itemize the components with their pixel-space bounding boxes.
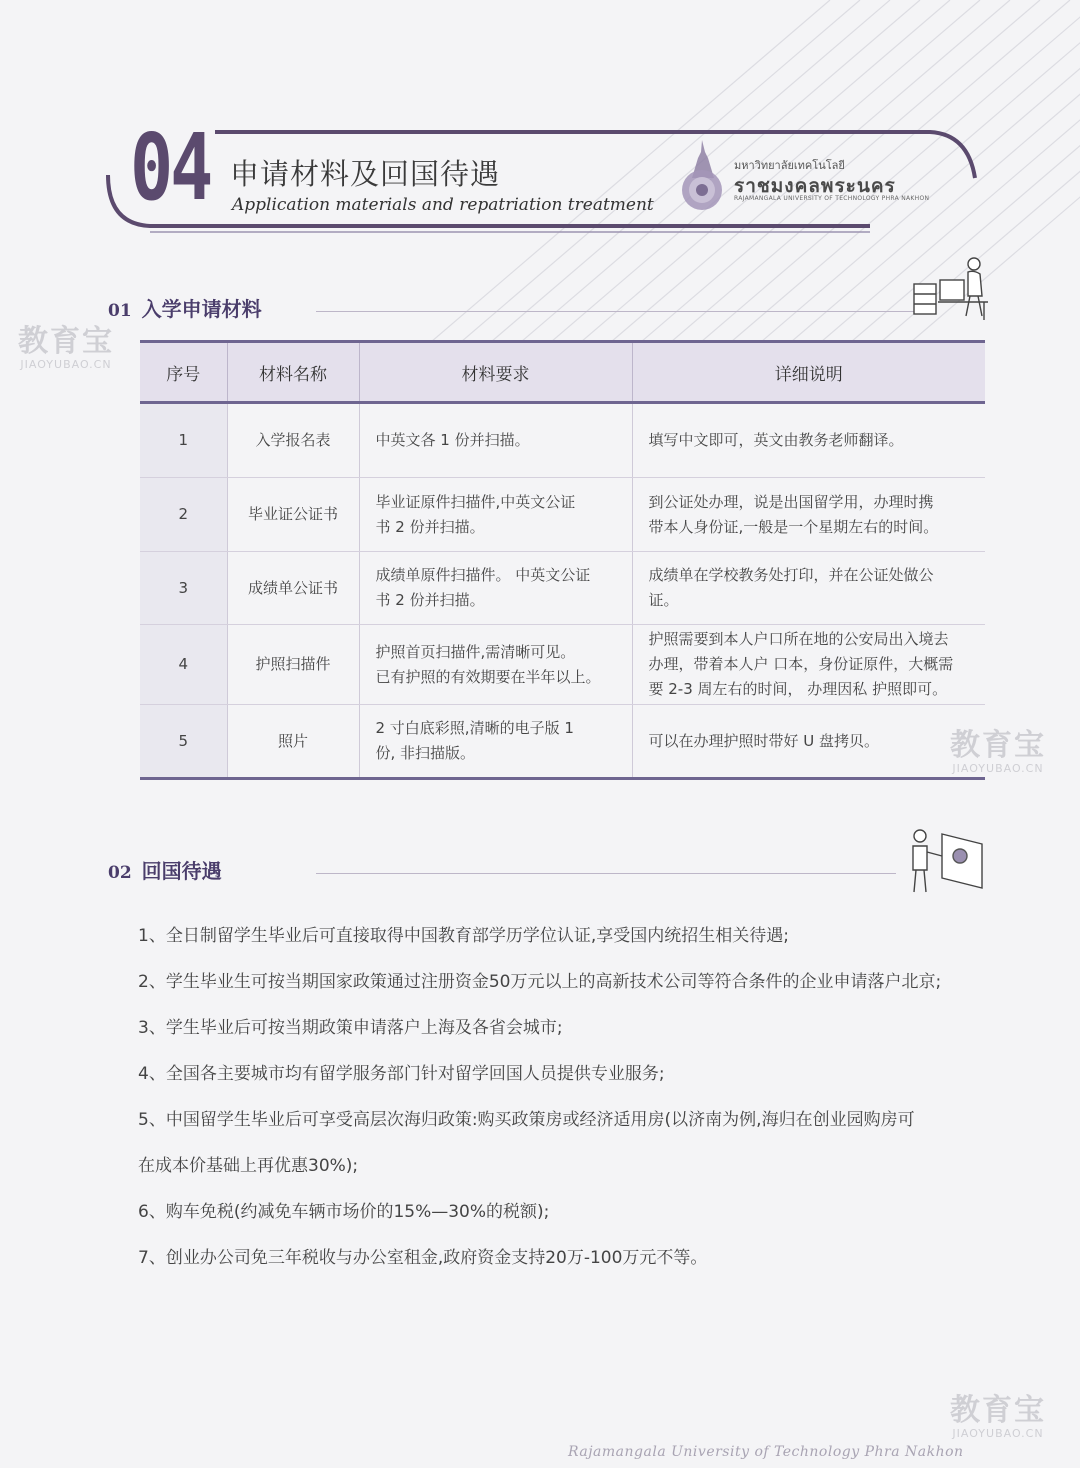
benefits-list <box>138 913 998 1281</box>
section2-divider <box>316 873 896 874</box>
row-number: 1 <box>140 403 227 478</box>
list-item: 2、学生毕业生可按当期国家政策通过注册资金50万元以上的高新技术公司等符合条件的企业申请落户北京; <box>138 972 942 992</box>
list-item: 7、创业办公司免三年税收与办公室租金,政府资金支持20万-100万元不等。 <box>138 1248 708 1268</box>
presenter-screen-icon <box>896 826 988 894</box>
material-detail: 成绩单在学校教务处打印，并在公证处做公 证。 <box>632 552 985 625</box>
column-header: 序号 <box>140 342 227 403</box>
section2-title <box>108 855 222 884</box>
table-header-row <box>140 342 985 403</box>
watermark-right-middle: 教育宝 JIAOYUBAO.CN <box>950 728 1046 775</box>
material-name: 照片 <box>227 705 359 779</box>
section2-number: 02 <box>108 863 132 883</box>
list-item: 在成本价基础上再优惠30%); <box>138 1156 359 1176</box>
materials-table <box>140 340 985 780</box>
list-item: 3、学生毕业后可按当期政策申请落户上海及各省会城市; <box>138 1018 563 1038</box>
material-requirement: 中英文各 1 份并扫描。 <box>359 403 632 478</box>
table-row <box>140 552 985 625</box>
section1-title <box>108 293 262 322</box>
table-row <box>140 403 985 478</box>
material-detail: 可以在办理护照时带好 U 盘拷贝。 <box>632 705 985 779</box>
material-requirement: 毕业证原件扫描件,中英文公证 书 2 份并扫描。 <box>359 478 632 552</box>
list-item: 4、全国各主要城市均有留学服务部门针对留学回国人员提供专业服务; <box>138 1064 665 1084</box>
logo-english-name: RAJAMANGALA UNIVERSITY OF TECHNOLOGY PHRA NAKHON <box>734 195 930 202</box>
row-number: 2 <box>140 478 227 552</box>
list-item: 1、全日制留学生毕业后可直接取得中国教育部学历学位认证,享受国内统招生相关待遇; <box>138 926 789 946</box>
material-requirement: 2 寸白底彩照,清晰的电子版 1 份, 非扫描版。 <box>359 705 632 779</box>
section-number: 04 <box>130 114 211 221</box>
footer-university-name: Rajamangala University of Technology Phra Nakhon <box>568 1444 964 1460</box>
material-name: 入学报名表 <box>227 403 359 478</box>
list-item: 5、中国留学生毕业后可享受高层次海归政策:购买政策房或经济适用房(以济南为例,海归在创业园购房可 <box>138 1110 915 1130</box>
material-name: 护照扫描件 <box>227 625 359 705</box>
watermark-bottom-right: 教育宝 JIAOYUBAO.CN <box>950 1393 1046 1440</box>
material-detail: 到公证处办理，说是出国留学用，办理时携 带本人身份证,一般是一个星期左右的时间。 <box>632 478 985 552</box>
table-row <box>140 478 985 552</box>
column-header: 材料要求 <box>359 342 632 403</box>
office-worker-desk-icon <box>910 250 990 322</box>
section1-number: 01 <box>108 301 132 321</box>
university-emblem-icon <box>678 138 726 212</box>
material-requirement: 成绩单原件扫描件。 中英文公证 书 2 份并扫描。 <box>359 552 632 625</box>
material-requirement: 护照首页扫描件,需清晰可见。 已有护照的有效期要在半年以上。 <box>359 625 632 705</box>
logo-thai-name: ราชมงคลพระนคร <box>734 175 896 197</box>
row-number: 3 <box>140 552 227 625</box>
page-subtitle: Application materials and repatriation treatment <box>232 195 654 215</box>
material-name: 毕业证公证书 <box>227 478 359 552</box>
column-header: 详细说明 <box>632 342 985 403</box>
section1-label: 入学申请材料 <box>141 297 262 321</box>
material-detail: 填写中文即可，英文由教务老师翻译。 <box>632 403 985 478</box>
table-row <box>140 625 985 705</box>
logo-thai-subtitle: มหาวิทยาลัยเทคโนโลยี <box>734 159 845 172</box>
section1-divider <box>316 311 916 312</box>
watermark-left: 教育宝 JIAOYUBAO.CN <box>18 324 114 371</box>
material-detail: 护照需要到本人户口所在地的公安局出入境去 办理，带着本人户 口本，身份证原件，大概需 要 2-3 周左右的时间， 办理因私 护照即可。 <box>632 625 985 705</box>
row-number: 5 <box>140 705 227 779</box>
section2-label: 回国待遇 <box>141 859 222 883</box>
page-title: 申请材料及回国待遇 <box>230 157 501 191</box>
material-name: 成绩单公证书 <box>227 552 359 625</box>
row-number: 4 <box>140 625 227 705</box>
table-row <box>140 705 985 779</box>
column-header: 材料名称 <box>227 342 359 403</box>
list-item: 6、购车免税(约减免车辆市场价的15%—30%的税额); <box>138 1202 550 1222</box>
